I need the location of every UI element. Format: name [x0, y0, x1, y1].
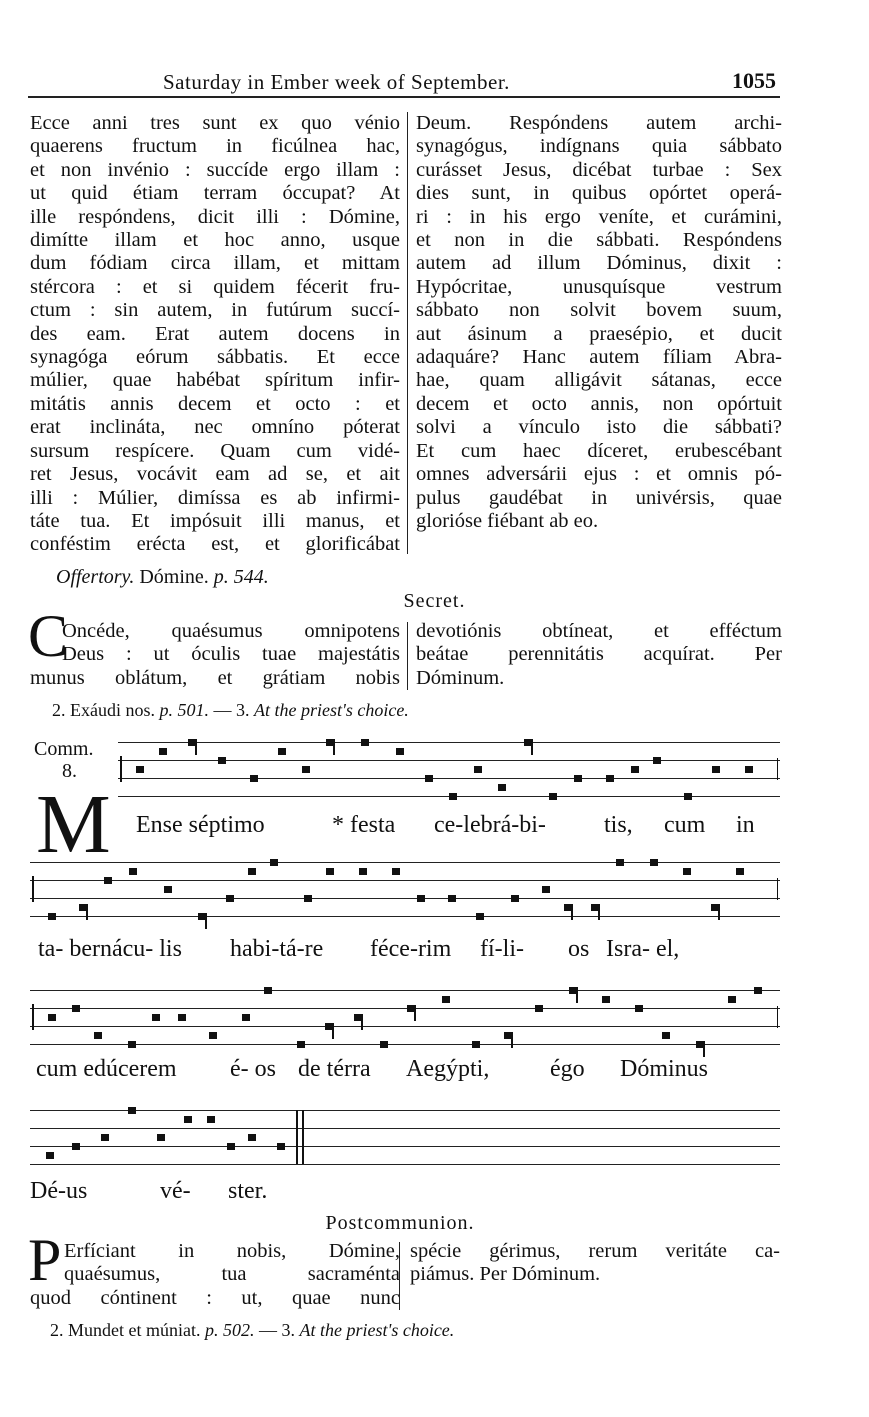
neume-stem [531, 739, 533, 755]
neume-stem [598, 904, 600, 920]
neume-stem [195, 739, 197, 755]
secret-right-line: devotiónis obtíneat, et efféctum [416, 620, 782, 642]
neume-icon [48, 913, 56, 920]
gospel-line: omnes adversárii ejus : et omnis pó- [416, 463, 782, 486]
neume-icon [248, 1134, 256, 1141]
neume-icon [104, 877, 112, 884]
gospel-line: pulus gaudébat in univérsis, quae [416, 486, 782, 509]
neume-icon [207, 1116, 215, 1123]
gospel-line: synagógus, indígnans quia sábbato [416, 135, 782, 158]
neume-icon [631, 766, 639, 773]
neume-icon [270, 859, 278, 866]
gospel-line: ctum : sin autem, in futúrum succí- [30, 299, 400, 322]
lyric-syllable: * festa [332, 812, 396, 838]
neume-icon [511, 895, 519, 902]
neume-icon [425, 775, 433, 782]
lyric-syllable: ster. [228, 1178, 268, 1204]
lyric-syllable: é- os [230, 1056, 276, 1082]
chant-staff [118, 742, 780, 796]
secret-right-line: beátae perennitátis acquírat. Per [416, 643, 782, 666]
postcommunion-initial: P [28, 1227, 62, 1293]
rubric-note [50, 1320, 454, 1341]
neume-icon [361, 739, 369, 746]
rubric-note [52, 700, 409, 721]
secret-heading: Secret. [403, 590, 466, 612]
neume-icon [396, 748, 404, 755]
running-header [28, 66, 780, 98]
neume-icon [248, 868, 256, 875]
lyric-syllable: Isra- el, [606, 936, 680, 962]
postcommunion-right-line: spécie gérimus, rerum veritáte ca- [410, 1240, 780, 1262]
note-prefix: 2. Exáudi nos. [52, 700, 155, 720]
column-divider [399, 1242, 400, 1310]
lyric-syllable: égo [550, 1056, 585, 1082]
page-number: 1055 [732, 68, 776, 93]
lyric-syllable: Dé-us [30, 1178, 88, 1204]
neume-icon [449, 793, 457, 800]
gospel-line: des eam. Erat autem docens in [30, 322, 400, 345]
neume-icon [297, 1041, 305, 1048]
neume-icon [242, 1014, 250, 1021]
secret-left [30, 620, 400, 690]
neume-icon [442, 996, 450, 1003]
gospel-line: dies sunt, in quibus opórtet operá- [416, 182, 782, 205]
offertory-line [56, 566, 269, 589]
neume-icon [218, 757, 226, 764]
gospel-left-column [30, 112, 400, 557]
lyric-syllable: ta- bernácu- lis [38, 936, 182, 962]
neume-icon [650, 859, 658, 866]
neume-icon [745, 766, 753, 773]
neume-icon [602, 996, 610, 1003]
gospel-line: autem ad illum Dóminus, dixit : [416, 252, 782, 275]
neume-icon [712, 766, 720, 773]
gospel-line: illi : Múlier, dimíssa es ab infirmi- [30, 486, 400, 509]
offertory-label: Offertory. [56, 566, 135, 588]
gospel-line: ri : in his ergo veníte, et curámini, [416, 205, 782, 228]
gospel-line: curásset Jesus, dicébat turbae : Sex [416, 158, 782, 181]
page-title: Saturday in Ember week of September. [163, 70, 510, 94]
gospel-line: erat inclináta, nec omníno póterat [30, 416, 400, 439]
lyric-syllable: cum [664, 812, 706, 838]
lyric-syllable: in [736, 812, 755, 838]
neume-icon [101, 1134, 109, 1141]
note-italic: At the priest's choice. [299, 1320, 455, 1340]
postcommunion-left-line: quaésumus, tua sacraménta [64, 1263, 400, 1286]
neume-icon [302, 766, 310, 773]
neume-icon [304, 895, 312, 902]
neume-icon [159, 748, 167, 755]
lyric-syllable: Ense séptimo [136, 812, 265, 838]
neume-icon [278, 748, 286, 755]
note-dash: — 3. [213, 700, 250, 720]
gospel-line: sábbato non solvit bovem suum, [416, 299, 782, 322]
gospel-line: ille respóndens, dicit illi : Dómine, [30, 205, 400, 228]
neume-icon [662, 1032, 670, 1039]
neume-icon [94, 1032, 102, 1039]
lyric-syllable: tis, [604, 812, 633, 838]
gospel-line: dimítte illam et hoc anno, usque [30, 229, 400, 252]
neume-stem [332, 1023, 334, 1039]
neume-icon [653, 757, 661, 764]
neume-stem [205, 913, 207, 929]
double-bar-line [296, 1110, 298, 1164]
secret-right [416, 620, 782, 690]
neume-icon [606, 775, 614, 782]
neume-icon [380, 1041, 388, 1048]
secret-left-line: munus oblátum, et grátiam nobis [30, 666, 400, 689]
gospel-line: sursum respícere. Quam cum vidé- [30, 439, 400, 462]
postcommunion-heading: Postcommunion. [325, 1212, 475, 1234]
neume-icon [157, 1134, 165, 1141]
note-prefix: 2. Mundet et múniat. [50, 1320, 201, 1340]
neume-icon [683, 868, 691, 875]
gospel-line: stércora : et si quidem fécerit fru- [30, 275, 400, 298]
postcommunion-right-line: piámus. Per Dóminum. [410, 1263, 601, 1286]
gospel-line: Hypócritae, unusquísque vestrum [416, 275, 782, 298]
double-bar-line [302, 1110, 304, 1164]
lyric-syllable: Aegýpti, [406, 1056, 490, 1082]
neume-stem [703, 1041, 705, 1057]
gospel-line: Et cum haec díceret, erubescébant [416, 439, 782, 462]
note-ref: p. 502. [204, 1320, 255, 1340]
neume-icon [128, 1107, 136, 1114]
neume-icon [476, 913, 484, 920]
neume-icon [72, 1143, 80, 1150]
gospel-line: Ecce anni tres sunt ex quo vénio [30, 112, 400, 134]
gospel-line: aut ásinum a praesépio, et ducit [416, 322, 782, 345]
note-italic: At the priest's choice. [254, 700, 409, 720]
gospel-line: quaerens fructum in ficúlnea hac, [30, 135, 400, 158]
neume-icon [535, 1005, 543, 1012]
neume-icon [250, 775, 258, 782]
neume-icon [635, 1005, 643, 1012]
neume-icon [72, 1005, 80, 1012]
gospel-line: glorióse fiébant ab eo. [416, 509, 599, 532]
gospel-line: synagóga eórum sábbatis. Et ecce [30, 346, 400, 369]
neume-stem [511, 1032, 513, 1048]
gospel-line: hae, quam alligávit sátanas, ecce [416, 369, 782, 392]
gospel-line: ut quid étiam terram óccupat? At [30, 182, 400, 205]
lyric-syllable: fí-li- [480, 936, 524, 962]
neume-icon [227, 1143, 235, 1150]
secret-right-line: Dóminum. [416, 666, 505, 689]
neume-icon [129, 868, 137, 875]
lyric-syllable: de térra [298, 1056, 371, 1082]
column-divider [407, 622, 408, 690]
gospel-line: táte tua. Et impósuit illi manus, et [30, 509, 400, 532]
neume-icon [128, 1041, 136, 1048]
neume-icon [184, 1116, 192, 1123]
neume-icon [472, 1041, 480, 1048]
note-dash: — 3. [258, 1320, 295, 1340]
lyric-syllable: os [568, 936, 590, 962]
clef-icon [32, 876, 34, 902]
neume-icon [326, 868, 334, 875]
neume-icon [359, 868, 367, 875]
secret-left-line: Deus : ut óculis tuae majestátis [62, 643, 400, 666]
offertory-text: Dómine. [139, 566, 209, 588]
neume-icon [264, 987, 272, 994]
neume-icon [277, 1143, 285, 1150]
neume-icon [574, 775, 582, 782]
postcommunion-left-line: quod cóntinent : ut, quae nunc [30, 1286, 400, 1309]
neume-stem [333, 739, 335, 755]
neume-icon [209, 1032, 217, 1039]
neume-icon [498, 784, 506, 791]
communion-label: Comm. [34, 738, 94, 760]
neume-stem [361, 1014, 363, 1030]
lyric-syllable: Dóminus [620, 1056, 709, 1082]
gospel-line: et non invénio : succíde ergo illam : [30, 158, 400, 181]
neume-icon [448, 895, 456, 902]
neume-icon [736, 868, 744, 875]
postcommunion-left [30, 1240, 400, 1310]
clef-icon [120, 756, 122, 782]
gospel-line: adaquáre? Hanc autem fíliam Abra- [416, 346, 782, 369]
secret-initial: C [28, 603, 69, 669]
chant-staff [30, 862, 780, 916]
neume-icon [136, 766, 144, 773]
communion-initial: M [36, 778, 111, 871]
neume-icon [417, 895, 425, 902]
neume-stem [576, 987, 578, 1003]
clef-icon [32, 1004, 34, 1030]
gospel-line: solvi a vínculo isto die sábbati? [416, 416, 782, 439]
chant-staff [30, 990, 780, 1044]
neume-icon [474, 766, 482, 773]
neume-icon [728, 996, 736, 1003]
postcommunion-left-line: Erfíciant in nobis, Dómine, [64, 1240, 400, 1262]
neume-icon [178, 1014, 186, 1021]
gospel-right-column [416, 112, 782, 533]
gospel-line: múlier, quae habébat spíritum infir- [30, 369, 400, 392]
neume-icon [226, 895, 234, 902]
neume-stem [86, 904, 88, 920]
lyric-syllable: vé- [160, 1178, 191, 1204]
postcommunion-right [410, 1240, 780, 1287]
offertory-ref: p. 544. [213, 566, 269, 588]
lyric-syllable: ce-lebrá-bi- [434, 812, 546, 838]
gospel-line: ret Jesus, vocávit eam ad se, et ait [30, 463, 400, 486]
bar-line [777, 878, 779, 900]
lyric-syllable: habi-tá-re [230, 936, 324, 962]
neume-stem [414, 1005, 416, 1021]
neume-icon [549, 793, 557, 800]
note-ref: p. 501. [159, 700, 209, 720]
communion-mode: 8. [62, 760, 77, 782]
neume-icon [164, 886, 172, 893]
neume-icon [684, 793, 692, 800]
chant-staff [30, 1110, 780, 1164]
neume-icon [616, 859, 624, 866]
lyric-syllable: cum edúcerem [36, 1056, 177, 1082]
neume-icon [48, 1014, 56, 1021]
bar-line [777, 1006, 779, 1028]
gospel-line: Deum. Respóndens autem archi- [416, 112, 782, 134]
neume-icon [542, 886, 550, 893]
lyric-syllable: féce-rim [370, 936, 452, 962]
bar-line [777, 758, 779, 780]
secret-left-line: Oncéde, quaésumus omnipotens [62, 620, 400, 642]
gospel-line: decem et octo annis, non opórtuit [416, 392, 782, 415]
neume-icon [392, 868, 400, 875]
neume-icon [46, 1152, 54, 1159]
gospel-line: mitátis annis decem et octo : et [30, 392, 400, 415]
neume-stem [571, 904, 573, 920]
neume-stem [718, 904, 720, 920]
gospel-line: et non in die sábbati. Respóndens [416, 229, 782, 252]
gospel-line: dum fódiam circa illam, et mittam [30, 252, 400, 275]
gospel-line: conféstim erécta est, et glorificábat [30, 533, 400, 556]
neume-icon [754, 987, 762, 994]
column-divider [407, 112, 408, 554]
neume-icon [152, 1014, 160, 1021]
